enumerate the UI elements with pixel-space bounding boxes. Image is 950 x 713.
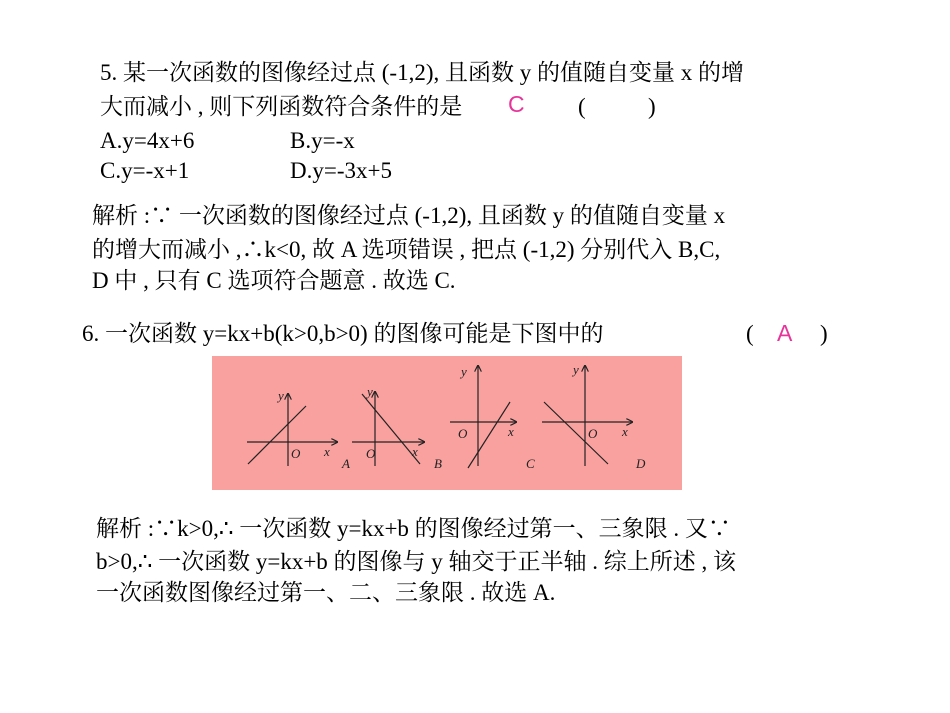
graph-panel — [212, 356, 682, 490]
graph-c-line — [468, 402, 510, 468]
q5-paren-close: ) — [648, 94, 656, 119]
q5-option-a-text: y=4x+6 — [122, 128, 195, 153]
q5-option-c-letter: C. — [100, 158, 122, 183]
q5-analysis-line3: D 中 , 只有 C 选项符合题意 . 故选 C. — [92, 268, 456, 293]
graph-c-tag: C — [526, 456, 535, 471]
q5-option-b-text: y=-x — [311, 128, 355, 153]
q5-stem-line2: 大而减小 , 则下列函数符合条件的是 — [100, 94, 463, 119]
q6-paren-open: ( — [746, 321, 754, 346]
graph-d — [542, 366, 632, 466]
graph-c — [450, 366, 516, 468]
q5-paren-open: ( — [578, 94, 586, 119]
q6-analysis-line3: 一次函数图像经过第一、二、三象限 . 故选 A. — [96, 580, 556, 605]
q6-answer: A — [777, 320, 793, 346]
graph-b-tag: B — [434, 456, 442, 471]
graph-c-x-label: x — [508, 424, 514, 439]
graph-b-x-label: x — [412, 444, 418, 459]
graph-d-origin: O — [588, 426, 598, 441]
graph-a-tag: A — [342, 456, 350, 471]
q5-option-b — [290, 126, 355, 156]
q6-paren-close: ) — [820, 321, 828, 346]
q5-stem-line1: 5. 某一次函数的图像经过点 (-1,2), 且函数 y 的值随自变量 x 的增 — [100, 60, 744, 85]
q5-option-a — [100, 126, 194, 156]
graph-a-y-label: y — [278, 388, 284, 403]
q5-analysis-line2: 的增大而减小 ,∴k<0, 故 A 选项错误 , 把点 (-1,2) 分别代入 B,C, — [92, 237, 721, 262]
graph-b-y-label: y — [367, 384, 373, 399]
q6-stem: 6. 一次函数 y=kx+b(k>0,b>0) 的图像可能是下图中的 — [82, 321, 604, 346]
q5-option-d — [290, 156, 392, 186]
graph-a-x-label: x — [324, 444, 330, 459]
graph-a-origin: O — [291, 446, 301, 461]
q5-answer: C — [508, 91, 525, 117]
graph-c-y-label: y — [461, 364, 467, 379]
q5-option-c — [100, 156, 189, 186]
graph-d-tag: D — [636, 456, 646, 471]
graph-options-figure — [212, 356, 682, 490]
q5-option-c-text: y=-x+1 — [121, 158, 190, 183]
q5-analysis-line1: 解析 :∵ 一次函数的图像经过点 (-1,2), 且函数 y 的值随自变量 x — [92, 203, 726, 228]
q5-option-d-text: y=-3x+5 — [312, 158, 392, 183]
graph-b-origin: O — [366, 446, 376, 461]
graph-c-origin: O — [458, 426, 468, 441]
q5-option-d-letter: D. — [290, 158, 313, 183]
graph-d-line — [544, 402, 608, 464]
q6-analysis-line2: b>0,∴ 一次函数 y=kx+b 的图像与 y 轴交于正半轴 . 综上所述 , 该 — [96, 549, 737, 574]
graph-d-x-label: x — [622, 424, 628, 439]
graph-d-y-label: y — [573, 362, 579, 377]
q5-option-a-letter: A. — [100, 128, 123, 153]
q6-analysis-line1: 解析 :∵k>0,∴ 一次函数 y=kx+b 的图像经过第一、三象限 . 又∵ — [96, 516, 731, 541]
q5-option-b-letter: B. — [290, 128, 312, 153]
